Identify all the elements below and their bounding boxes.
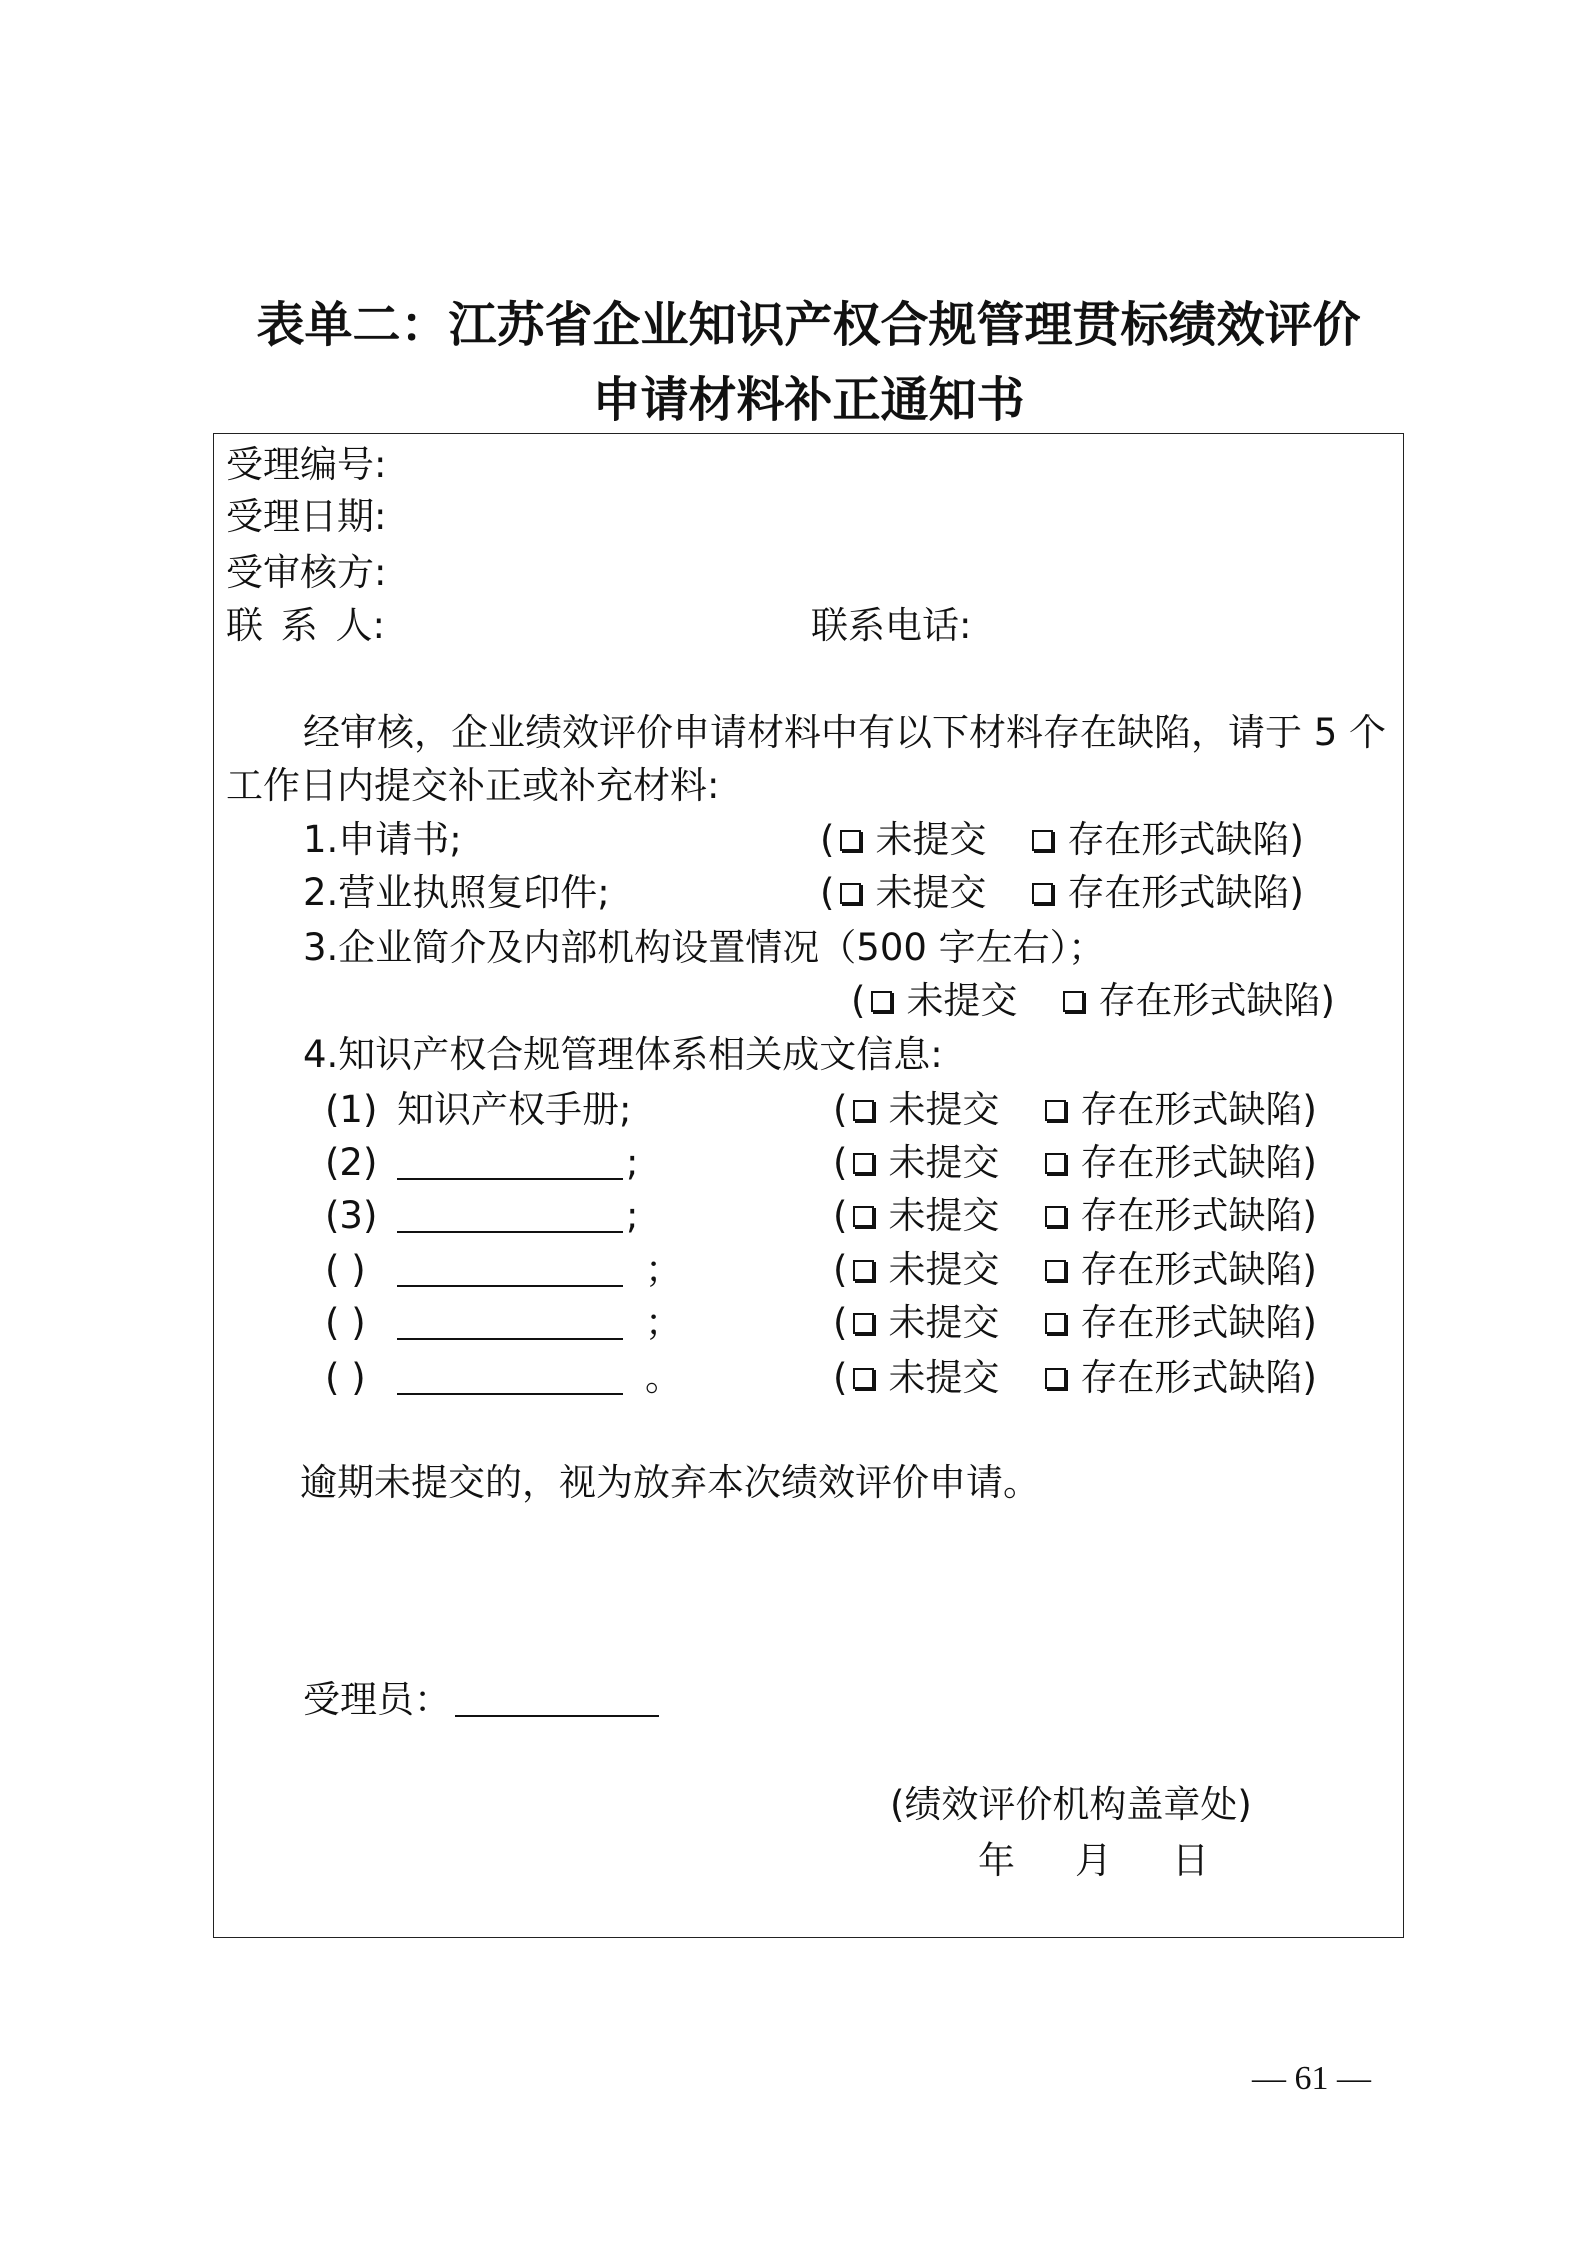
sub-item-number: (3) [325, 1194, 378, 1237]
sub-item-suffix: ; [626, 1141, 639, 1184]
open-paren: ( [833, 1141, 848, 1184]
contact-phone-label: 联系电话: [811, 604, 972, 647]
date-year: 年 [978, 1839, 1015, 1882]
form-defect-checkbox[interactable] [1045, 1100, 1066, 1121]
receiver-signature-line[interactable] [455, 1673, 659, 1717]
open-paren: ( [820, 818, 835, 861]
not-submitted-label: 未提交 [875, 871, 987, 914]
not-submitted-checkbox[interactable] [840, 883, 861, 904]
date-month: 月 [1075, 1839, 1112, 1882]
form-defect-label: 存在形式缺陷 [1080, 1248, 1303, 1291]
auditee-label: 受审核方: [226, 551, 387, 594]
not-submitted-label: 未提交 [888, 1248, 1000, 1291]
form-defect-label: 存在形式缺陷 [1080, 1088, 1303, 1131]
form-defect-checkbox[interactable] [1045, 1313, 1066, 1334]
sub-item-4-options [833, 1243, 1317, 1297]
open-paren: ( [833, 1088, 848, 1131]
open-paren: ( [833, 1194, 848, 1237]
close-paren: ) [1302, 1141, 1317, 1184]
close-paren: ) [1302, 1088, 1317, 1131]
form-defect-checkbox[interactable] [1045, 1260, 1066, 1281]
item-application-form: 1.申请书; [303, 818, 462, 861]
blank-fill-line[interactable] [397, 1243, 623, 1287]
sub-item-row [0, 1189, 1587, 1243]
form-defect-checkbox[interactable] [1063, 991, 1084, 1012]
not-submitted-label: 未提交 [888, 1356, 1000, 1399]
sub-item-number: (1) [325, 1088, 378, 1131]
page-number: — 61 — [1252, 2060, 1371, 2097]
not-submitted-label: 未提交 [888, 1141, 1000, 1184]
seal-note: (绩效评价机构盖章处) [890, 1783, 1252, 1826]
sub-item-3-options [833, 1189, 1317, 1243]
sub-item-suffix: 。 [645, 1356, 682, 1399]
sub-item-1-options [833, 1083, 1317, 1137]
not-submitted-label: 未提交 [888, 1301, 1000, 1344]
blank-fill-line[interactable] [397, 1351, 623, 1395]
open-paren: ( [833, 1356, 848, 1399]
form-defect-label: 存在形式缺陷 [1080, 1141, 1303, 1184]
blank-fill-line[interactable] [397, 1136, 623, 1180]
not-submitted-checkbox[interactable] [840, 830, 861, 851]
close-paren: ) [1302, 1194, 1317, 1237]
open-paren: ( [820, 871, 835, 914]
not-submitted-checkbox[interactable] [871, 991, 892, 1012]
form-defect-label: 存在形式缺陷 [1080, 1356, 1303, 1399]
item-company-profile: 3.企业简介及内部机构设置情况（500 字左右）； [303, 926, 1106, 969]
sub-item-number: ( ) [325, 1356, 366, 1399]
close-paren: ) [1289, 818, 1304, 861]
acceptance-number-label: 受理编号: [226, 443, 387, 486]
form-defect-checkbox[interactable] [1045, 1368, 1066, 1389]
close-paren: ) [1289, 871, 1304, 914]
form-defect-label: 存在形式缺陷 [1067, 818, 1290, 861]
not-submitted-checkbox[interactable] [853, 1100, 874, 1121]
sub-item-2-options [833, 1136, 1317, 1190]
sub-item-row [0, 1296, 1587, 1350]
blank-fill-line[interactable] [397, 1296, 623, 1340]
item-1-options [820, 813, 1304, 867]
form-defect-checkbox[interactable] [1032, 830, 1053, 851]
blank-fill-line[interactable] [397, 1189, 623, 1233]
form-defect-checkbox[interactable] [1045, 1153, 1066, 1174]
receiver-row [0, 1673, 1587, 1727]
item-ip-documents: 4.知识产权合规管理体系相关成文信息: [303, 1033, 943, 1076]
contact-person-label: 联 系 人: [226, 604, 385, 647]
closing-notice: 逾期未提交的，视为放弃本次绩效评价申请。 [300, 1461, 1040, 1504]
close-paren: ) [1302, 1301, 1317, 1344]
sub-item-number: (2) [325, 1141, 378, 1184]
intro-line-1: 经审核，企业绩效评价申请材料中有以下材料存在缺陷，请于 5 个 [303, 711, 1387, 754]
open-paren: ( [833, 1301, 848, 1344]
sub-item-suffix: ; [626, 1194, 639, 1237]
close-paren: ) [1320, 979, 1335, 1022]
form-title-line-2: 申请材料补正通知书 [592, 372, 1025, 428]
not-submitted-checkbox[interactable] [853, 1368, 874, 1389]
sub-item-number: ( ) [325, 1301, 366, 1344]
not-submitted-checkbox[interactable] [853, 1153, 874, 1174]
not-submitted-checkbox[interactable] [853, 1206, 874, 1227]
intro-line-2: 工作日内提交补正或补充材料: [226, 764, 720, 807]
sub-item-row [0, 1083, 1587, 1137]
open-paren: ( [851, 979, 866, 1022]
form-defect-checkbox[interactable] [1045, 1206, 1066, 1227]
not-submitted-checkbox[interactable] [853, 1313, 874, 1334]
acceptance-date-label: 受理日期: [226, 495, 387, 538]
item-2-options [820, 866, 1304, 920]
not-submitted-label: 未提交 [875, 818, 987, 861]
sub-item-suffix: ； [645, 1301, 682, 1344]
not-submitted-checkbox[interactable] [853, 1260, 874, 1281]
close-paren: ) [1302, 1356, 1317, 1399]
not-submitted-label: 未提交 [888, 1088, 1000, 1131]
sub-item-row [0, 1243, 1587, 1297]
form-defect-label: 存在形式缺陷 [1067, 871, 1290, 914]
close-paren: ) [1302, 1248, 1317, 1291]
date-day: 日 [1172, 1839, 1209, 1882]
sub-item-5-options [833, 1296, 1317, 1350]
not-submitted-label: 未提交 [888, 1194, 1000, 1237]
sub-item-row [0, 1351, 1587, 1405]
sub-item-6-options [833, 1351, 1317, 1405]
form-defect-label: 存在形式缺陷 [1080, 1194, 1303, 1237]
form-title-line-1: 表单二：江苏省企业知识产权合规管理贯标绩效评价 [256, 297, 1361, 353]
sub-item-number: ( ) [325, 1248, 366, 1291]
open-paren: ( [833, 1248, 848, 1291]
sub-item-row [0, 1136, 1587, 1190]
form-defect-label: 存在形式缺陷 [1080, 1301, 1303, 1344]
item-3-options [851, 974, 1335, 1028]
item-business-license: 2.营业执照复印件; [303, 871, 610, 914]
receiver-label: 受理员： [303, 1678, 451, 1721]
sub-item-text: 知识产权手册; [397, 1088, 632, 1131]
form-defect-label: 存在形式缺陷 [1098, 979, 1321, 1022]
form-defect-checkbox[interactable] [1032, 883, 1053, 904]
not-submitted-label: 未提交 [906, 979, 1018, 1022]
sub-item-suffix: ； [645, 1248, 682, 1291]
